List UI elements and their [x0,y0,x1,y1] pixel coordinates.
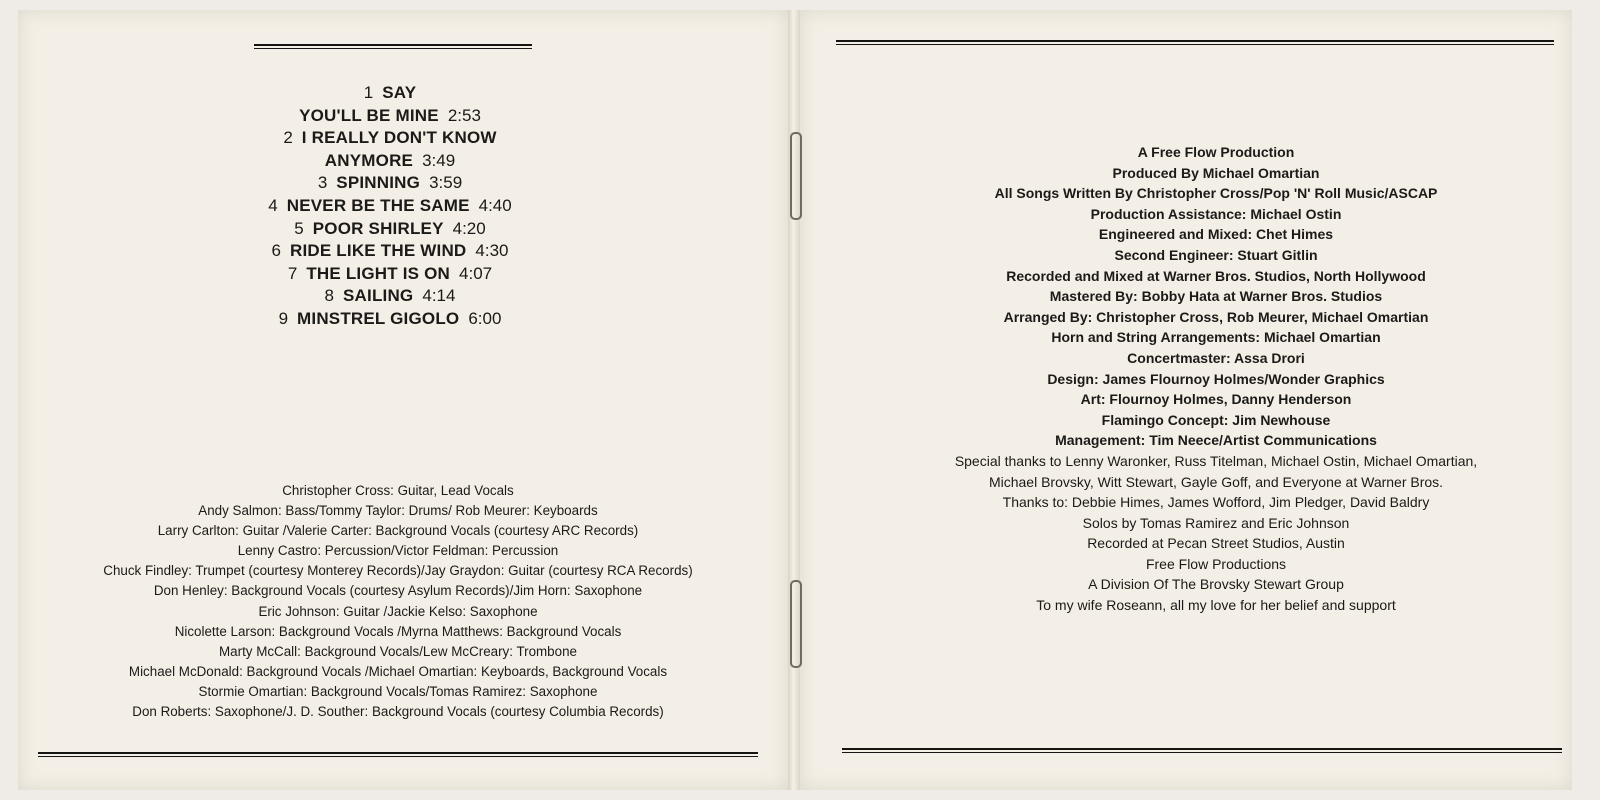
right-top-rule [836,40,1554,45]
track-number: 9 [278,308,289,328]
track-line [200,82,580,105]
track-duration: 4:07 [459,263,493,283]
track-number: 6 [271,241,281,261]
track-number: 7 [287,263,298,283]
musician-credit-line: Lenny Castro: Percussion/Victor Feldman: Percussion [237,543,559,559]
musician-credit-line: Stormie Omartian: Background Vocals/Tomas Ramirez: Saxophone [198,683,598,699]
credit-line: Recorded at Pecan Street Studios, Austin [1087,535,1345,552]
track-title: POOR SHIRLEY [312,218,444,238]
track-line [200,105,580,128]
staple-top [790,132,802,220]
musician-credit-line: Don Roberts: Saxophone/J. D. Souther: Background Vocals (courtesy Columbia Records) [132,704,664,720]
credit-line: Solos by Tomas Ramirez and Eric Johnson [1082,514,1350,531]
track-number: 2 [283,128,293,148]
track-duration: 3:49 [422,150,456,170]
staple-bottom [790,580,802,668]
credit-line: Second Engineer: Stuart Gitlin [1114,246,1318,263]
track-duration: 2:53 [447,105,481,125]
track-title: I REALLY DON'T KNOW [301,128,497,148]
track-line [200,240,580,263]
musician-credit-line: Andy Salmon: Bass/Tommy Taylor: Drums/ Rob Meurer: Keyboards [198,503,598,519]
credit-line: Design: James Flournoy Holmes/Wonder Graphics [1047,370,1385,387]
musician-credit-line: Marty McCall: Background Vocals/Lew McCreary: Trombone [219,643,577,659]
track-number: 1 [363,83,374,102]
musician-credit-line: Michael McDonald: Background Vocals /Michael Omartian: Keyboards, Background Vocals [128,663,668,679]
track-list [200,82,580,331]
track-duration: 4:14 [422,286,456,306]
right-bottom-rule [842,748,1562,753]
track-duration: 4:20 [452,218,486,238]
credit-line: Special thanks to Lenny Waronker, Russ Titelman, Michael Ostin, Michael Omartian, [954,452,1478,469]
track-number: 5 [294,218,304,238]
credit-line: All Songs Written By Christopher Cross/Pop 'N' Roll Music/ASCAP [994,185,1438,202]
track-number: 4 [268,195,278,215]
credit-line: A Free Flow Production [1137,144,1295,160]
track-title: SAY [382,83,417,102]
track-duration: 4:30 [475,241,509,261]
credit-line: Mastered By: Bobby Hata at Warner Bros. Studios [1049,288,1383,305]
track-duration: 4:40 [478,195,512,215]
booklet-spine [788,10,800,790]
credit-line: Michael Brovsky, Witt Stewart, Gayle Goff, and Everyone at Warner Bros. [988,473,1444,490]
musician-credit-line: Christopher Cross: Guitar, Lead Vocals [282,483,514,498]
track-title: MINSTREL GIGOLO [297,308,460,328]
track-line [200,218,580,241]
musician-credit-line: Larry Carlton: Guitar /Valerie Carter: Background Vocals (courtesy ARC Records) [157,523,639,539]
track-title: SAILING [343,286,414,306]
credit-line: Free Flow Productions [1145,555,1287,572]
track-duration: 6:00 [468,308,502,328]
credit-line: Production Assistance: Michael Ostin [1090,205,1342,222]
track-line [200,172,580,195]
credit-line: Engineered and Mixed: Chet Himes [1098,226,1334,243]
track-duration: 3:59 [429,173,463,193]
track-number: 8 [324,286,334,306]
track-title: ANYMORE [324,150,414,170]
musician-credit-line: Nicolette Larson: Background Vocals /Myrna Matthews: Background Vocals [174,623,622,639]
track-line [200,195,580,218]
left-bottom-rule [38,752,758,757]
musician-credit-line: Eric Johnson: Guitar /Jackie Kelso: Saxophone [258,603,538,619]
credit-line: Concertmaster: Assa Drori [1127,349,1305,366]
track-line [200,285,580,308]
credit-line: Recorded and Mixed at Warner Bros. Studios, North Hollywood [1006,267,1426,284]
musician-credit-line: Chuck Findley: Trumpet (courtesy Monterey Records)/Jay Graydon: Guitar (courtesy RCA Records) [103,563,693,579]
credit-line: Thanks to: Debbie Himes, James Wofford, Jim Pledger, David Baldry [1002,494,1430,511]
credit-line: Arranged By: Christopher Cross, Rob Meurer, Michael Omartian [1003,308,1429,325]
track-number: 3 [317,173,328,193]
track-line [200,308,580,331]
track-title: NEVER BE THE SAME [286,195,470,215]
credit-line: Produced By Michael Omartian [1112,164,1320,181]
track-line [200,263,580,286]
left-top-rule [254,44,532,49]
credit-line: Art: Flournoy Holmes, Danny Henderson [1080,391,1352,408]
musician-credit-line: Don Henley: Background Vocals (courtesy Asylum Records)/Jim Horn: Saxophone [153,583,643,599]
track-title: SPINNING [336,173,421,193]
credit-line: To my wife Roseann, all my love for her belief and support [1036,597,1396,614]
track-title: THE LIGHT IS ON [306,263,451,283]
production-credits [866,142,1566,616]
credit-line: Flamingo Concept: Jim Newhouse [1101,411,1331,428]
credit-line: Management: Tim Neece/Artist Communications [1055,432,1377,449]
track-line [200,127,580,150]
track-title: RIDE LIKE THE WIND [289,241,467,261]
credit-line: Horn and String Arrangements: Michael Omartian [1051,329,1381,346]
musician-credits [18,481,778,722]
credit-line: A Division Of The Brovsky Stewart Group [1088,576,1344,593]
track-line [200,150,580,173]
track-title: YOU'LL BE MINE [299,105,439,125]
